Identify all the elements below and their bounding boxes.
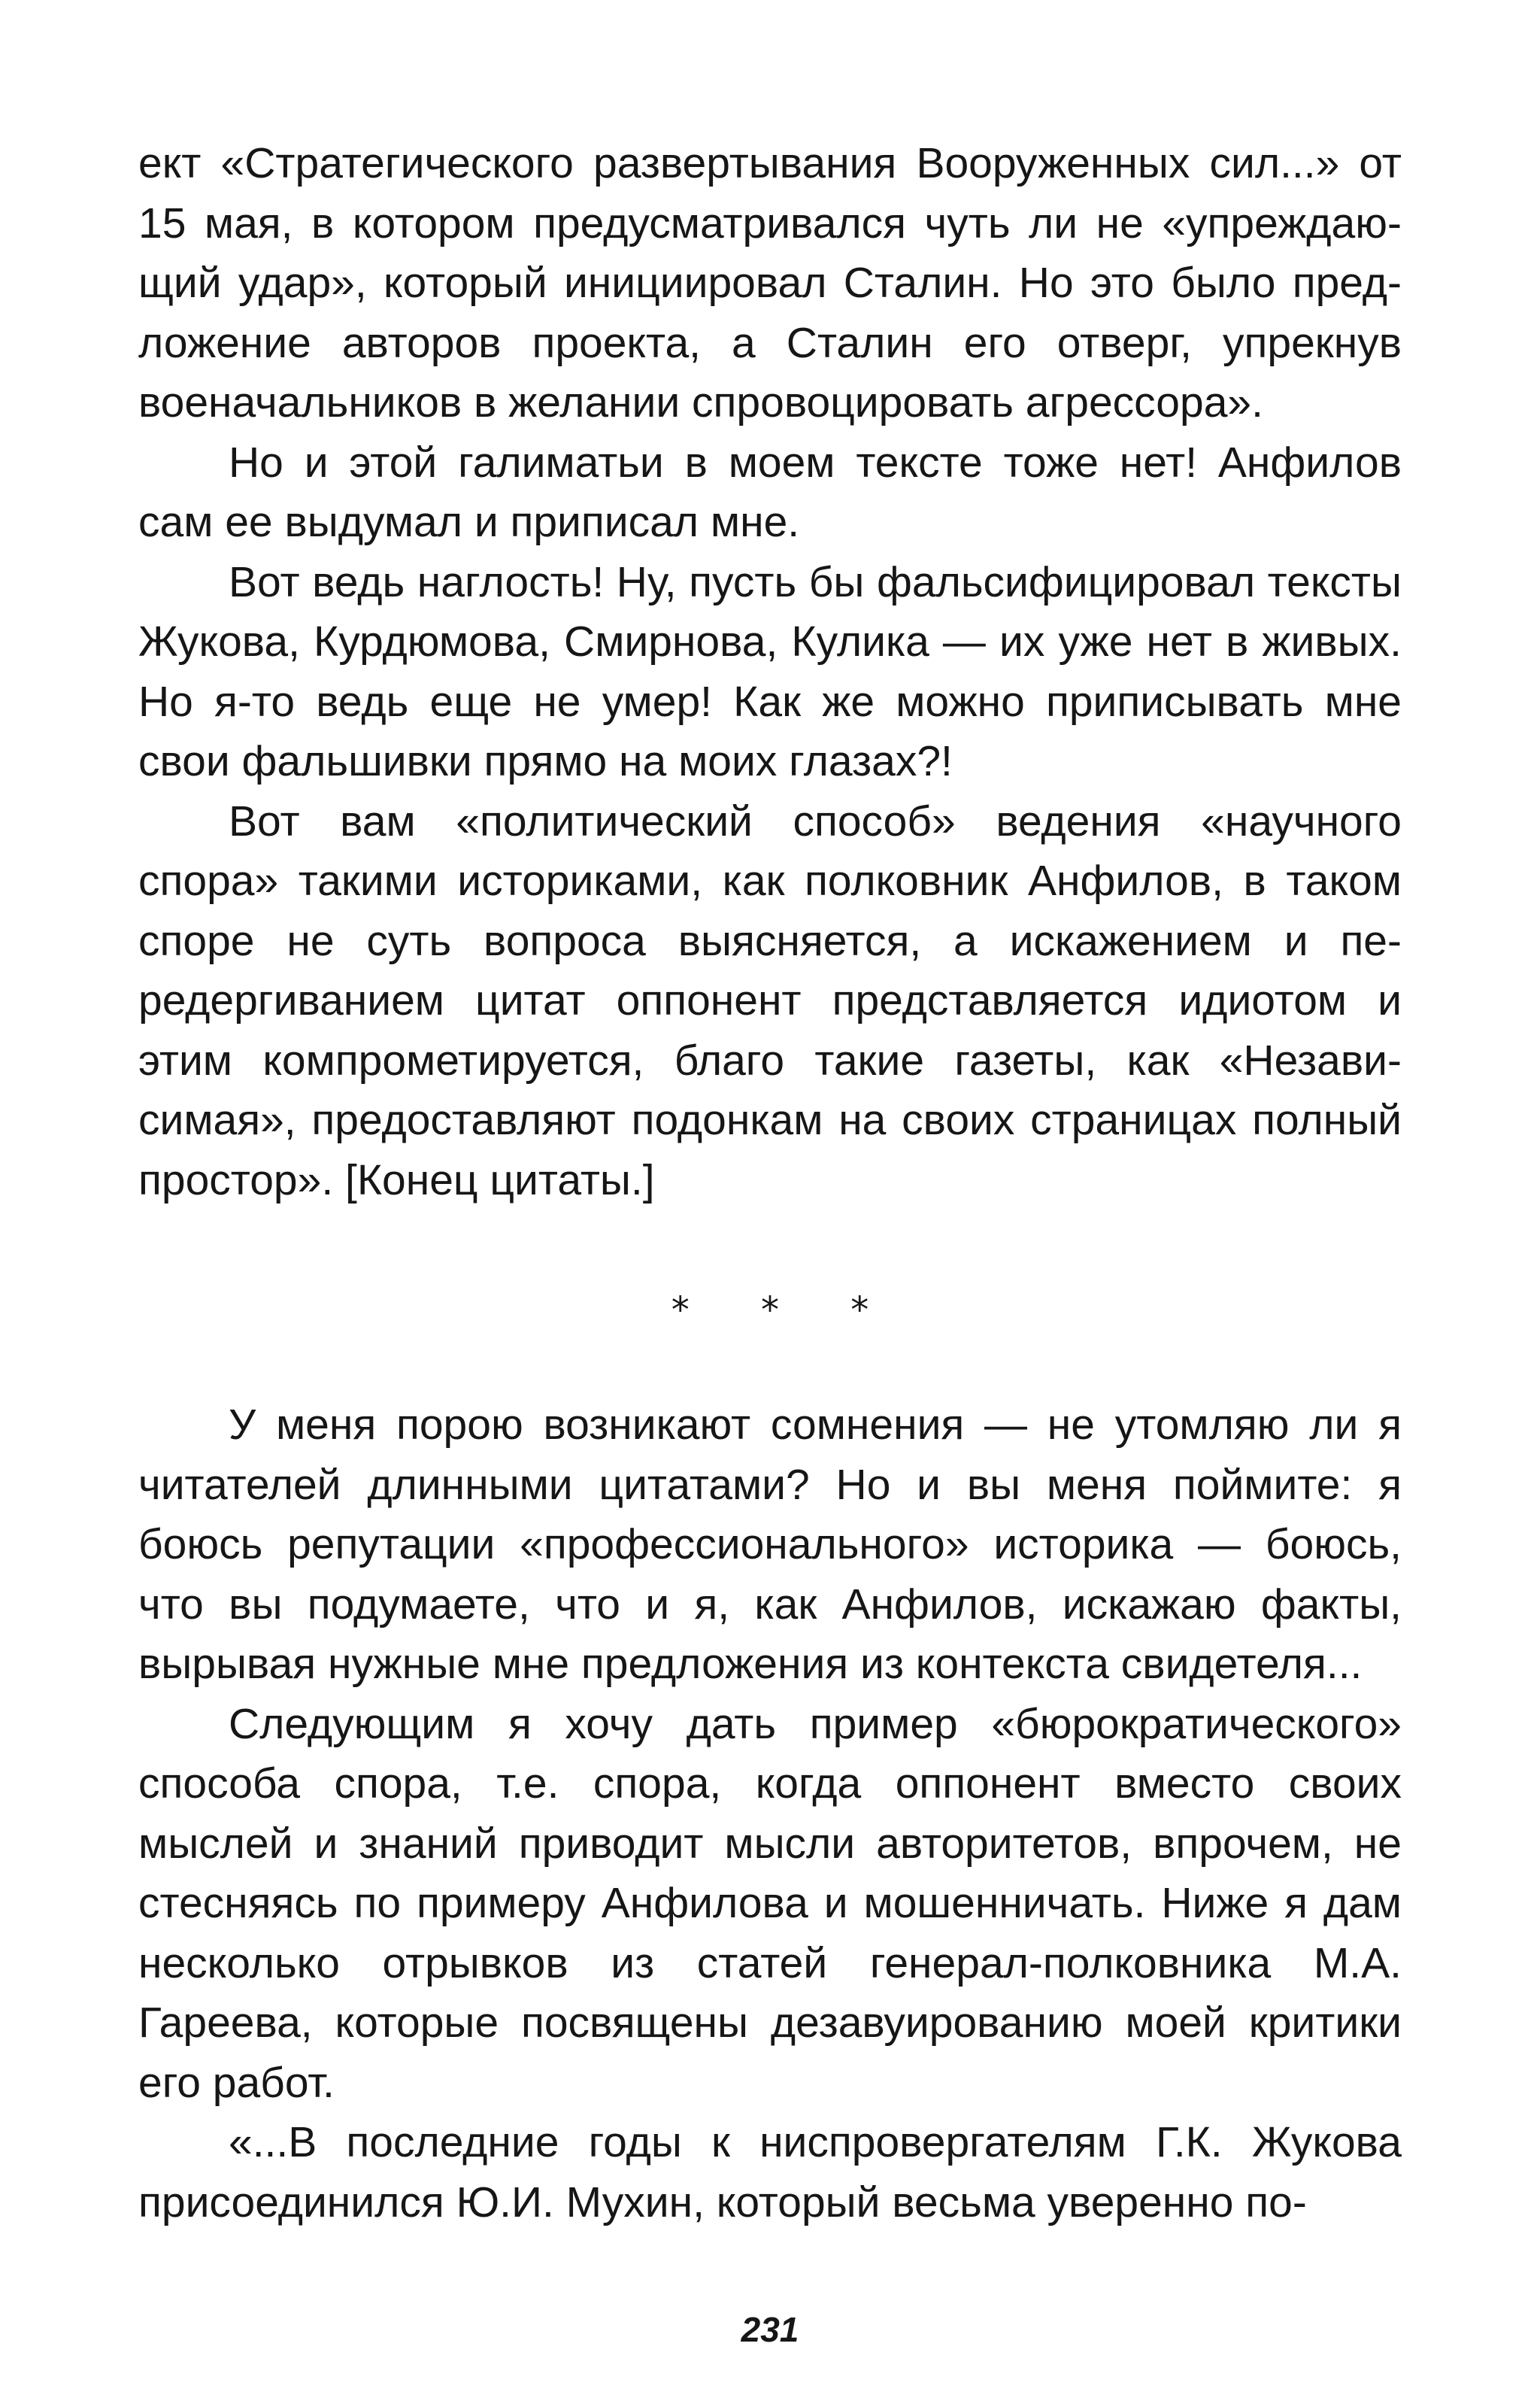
paragraph: ект «Стратегического развертывания Вооруженных сил...» от 15 мая, в котором предусматривался чуть ли не «упреждающий удар», который инициировал Сталин. Но это было предложение авторов проекта, а Сталин его отверг, упрекнув военачальников в желании спровоцировать агрессора». [138, 139, 1402, 426]
paragraph: Следующим я хочу дать пример «бюрократического» способа спора, т.е. спора, когда оппонент вместо своих мыслей и знаний приводит мысли авторитетов, впрочем, не стесняясь по примеру Анфилова и мошенничать. Ниже я дам несколько отрывков из статей генерал-полковника М.А. Гареева, которые посвящены дезавуированию моей критики его работ. [138, 1699, 1402, 2107]
paragraph: У меня порою возникают сомнения — не утомляю ли я читателей длинными цитатами? Но и вы меня поймите: я боюсь репутации «профессионального» историка — боюсь, что вы подумаете, что и я, как Анфилов, искажаю факты, вырывая нужные мне предложения из контекста свидетеля... [138, 1401, 1402, 1688]
paragraph: Но и этой галиматьи в моем тексте тоже нет! Анфилов сам ее выдумал и приписал мне. [138, 438, 1402, 546]
paragraph: Вот вам «политический способ» ведения «научного спора» такими историками, как полковник Анфилов, в таком споре не суть вопроса выясняется, а искажением и передергиванием цитат оппонент представляется идиотом и этим компрометируется, благо такие газеты, как «Независимая», предоставляют подонкам на своих страницах полный простор». [Конец цитаты.] [138, 797, 1402, 1204]
section-separator: * * * [671, 1289, 899, 1331]
text-block-bottom [138, 1395, 1402, 2233]
page-number: 231 [741, 2310, 799, 2349]
paragraph: Вот ведь наглость! Ну, пусть бы фальсифицировал тексты Жукова, Курдюмова, Смирнова, Кулика — их уже нет в живых. Но я-то ведь еще не умер! Как же можно приписывать мне свои фальшивки прямо на моих глазах?! [138, 557, 1402, 785]
paragraph: «...В последние годы к ниспровергателям Г.К. Жукова присоединился Ю.И. Мухин, который весьма уверенно по- [138, 2118, 1402, 2226]
text-block-top [138, 134, 1402, 1210]
